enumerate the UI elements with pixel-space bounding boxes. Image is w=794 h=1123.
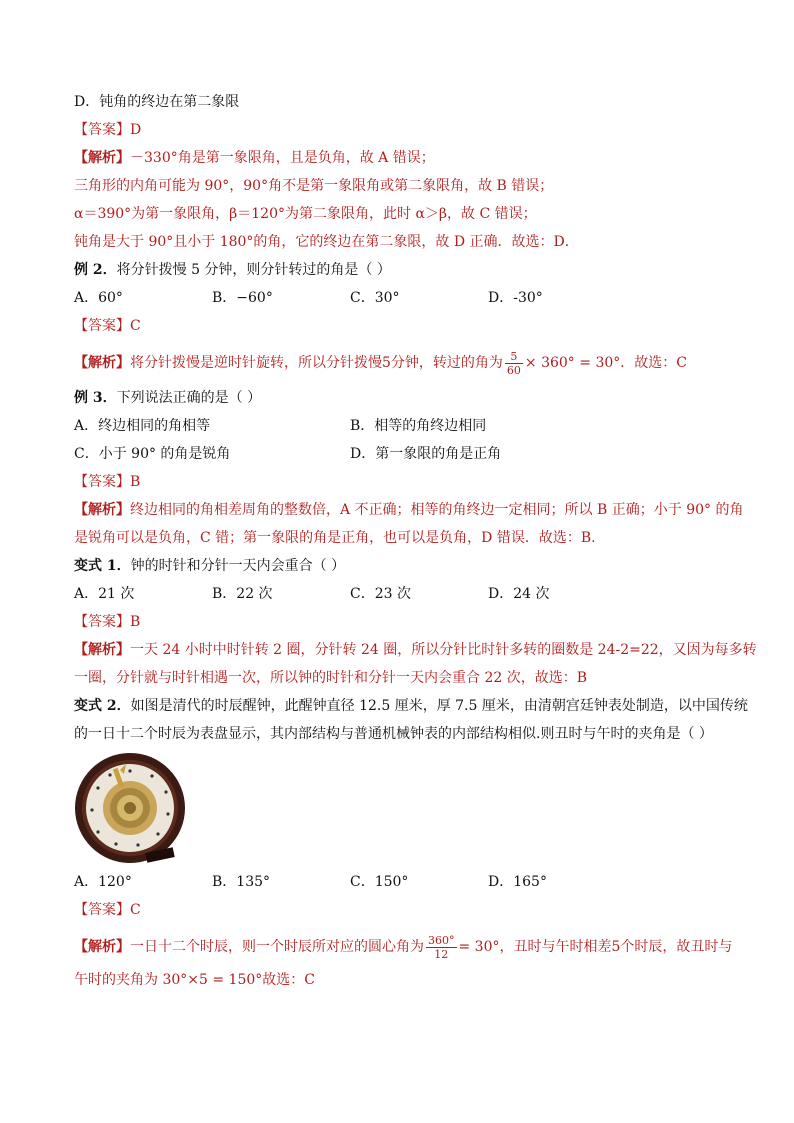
question-text: 如图是清代的时辰醒钟，此醒钟直径 12.5 厘米，厚 7.5 厘米，由清朝宫廷钟表处制造，以中国传统 [130, 698, 748, 714]
analysis-text: = 30°，丑时与午时相差5个时辰，故丑时与 [458, 939, 733, 955]
option: D．第一象限的角是正角 [350, 446, 502, 462]
option: B．相等的角终边相同 [350, 418, 487, 434]
option: A．120° [74, 874, 132, 890]
option: C．150° [350, 874, 409, 890]
option: A．终边相同的角相等 [74, 418, 211, 434]
analysis-line: 午时的夹角为 30°×5 = 150°故选：C [74, 972, 315, 988]
option: B．135° [212, 874, 271, 890]
option: C．小于 90° 的角是锐角 [74, 446, 231, 462]
answer-tag: 【答案】 [74, 614, 130, 630]
question-stem [74, 388, 261, 408]
analysis-text: 将分针拨慢是逆时针旋转，所以分针拨慢5分钟，转过的角为 [130, 355, 503, 371]
question-stem [74, 260, 391, 280]
answer-value: D [130, 122, 142, 138]
answer-value: B [130, 614, 141, 630]
option: B．−60° [212, 290, 273, 306]
analysis-text: 终边相同的角相差周角的整数倍，A 不正确；相等的角终边一定相同；所以 B 正确；小于 90° 的角 [130, 502, 744, 518]
fraction-denominator: 12 [434, 947, 449, 961]
analysis-tag: 【解析】 [74, 355, 130, 371]
answer-value: B [130, 474, 141, 490]
question-text: 将分针拨慢 5 分钟，则分针转过的角是（ ） [116, 262, 391, 278]
fraction [426, 934, 457, 961]
question-text: 的一日十二个时辰为表盘显示，其内部结构与普通机械钟表的内部结构相似.则丑时与午时的夹角是（ ） [74, 726, 713, 742]
answer-row [74, 316, 141, 336]
option: C．23 次 [350, 586, 411, 602]
analysis-line [74, 640, 757, 660]
fraction-denominator: 60 [506, 363, 521, 377]
analysis-tag: 【解析】 [74, 150, 130, 166]
answer-tag: 【答案】 [74, 318, 130, 334]
analysis-tag: 【解析】 [74, 642, 130, 658]
analysis-line: 一圈，分针就与时针相遇一次，所以钟的时针和分针一天内会重合 22 次，故选：B [74, 670, 588, 686]
answer-value: C [130, 902, 141, 918]
analysis-text: × 360° = 30°．故选：C [524, 355, 687, 371]
answer-row [74, 472, 140, 492]
fraction-numerator: 360° [428, 933, 455, 947]
answer-tag: 【答案】 [74, 122, 130, 138]
analysis-line: 钝角是大于 90°且小于 180°的角，它的终边在第二象限，故 D 正确．故选：D． [74, 234, 579, 250]
analysis-tag: 【解析】 [74, 939, 130, 955]
analysis-text: －330°角是第一象限角，且是负角，故 A 错误； [130, 150, 435, 166]
question-label: 例 2． [74, 262, 117, 278]
analysis-line [74, 500, 743, 520]
answer-row [74, 120, 141, 140]
analysis-line: α＝390°为第一象限角，β＝120°为第二象限角，此时 α＞β，故 C 错误； [74, 206, 537, 222]
option: D．165° [488, 874, 547, 890]
option-d: D．钝角的终边在第二象限 [74, 94, 240, 110]
answer-row [74, 612, 140, 632]
analysis-line: 三角形的内角可能为 90°，90°角不是第一象限角或第二象限角，故 B 错误； [74, 178, 554, 194]
analysis-line [74, 148, 435, 168]
option: D．-30° [488, 290, 543, 306]
answer-value: C [130, 318, 141, 334]
analysis-tag: 【解析】 [74, 502, 130, 518]
analysis-line: 是锐角可以是负角，C 错；第一象限的角是正角，也可以是负角，D 错误．故选：B. [74, 530, 596, 546]
question-label: 变式 1． [74, 558, 131, 574]
answer-tag: 【答案】 [74, 902, 130, 918]
question-text: 钟的时针和分针一天内会重合（ ） [130, 558, 346, 574]
answer-row [74, 900, 141, 920]
option: A．21 次 [74, 586, 135, 602]
clock-image [74, 752, 186, 868]
option: D．24 次 [488, 586, 550, 602]
analysis-line [74, 348, 687, 378]
answer-tag: 【答案】 [74, 474, 130, 490]
fraction-numerator: 5 [505, 350, 523, 364]
option: B．22 次 [212, 586, 273, 602]
option: A．60° [74, 290, 123, 306]
question-label: 例 3． [74, 390, 117, 406]
question-label: 变式 2． [74, 698, 131, 714]
question-text: 下列说法正确的是（ ） [116, 390, 262, 406]
question-stem [74, 556, 345, 576]
analysis-text: 一天 24 小时中时针转 2 圈，分针转 24 圈，所以分针比时针多转的圈数是 24-2=22，又因为每多转 [130, 642, 757, 658]
analysis-text: 一日十二个时辰，则一个时辰所对应的圆心角为 [130, 939, 424, 955]
question-stem [74, 696, 748, 716]
analysis-line [74, 932, 732, 962]
chinese-clock-icon [74, 752, 186, 864]
fraction [505, 350, 523, 377]
option: C．30° [350, 290, 400, 306]
